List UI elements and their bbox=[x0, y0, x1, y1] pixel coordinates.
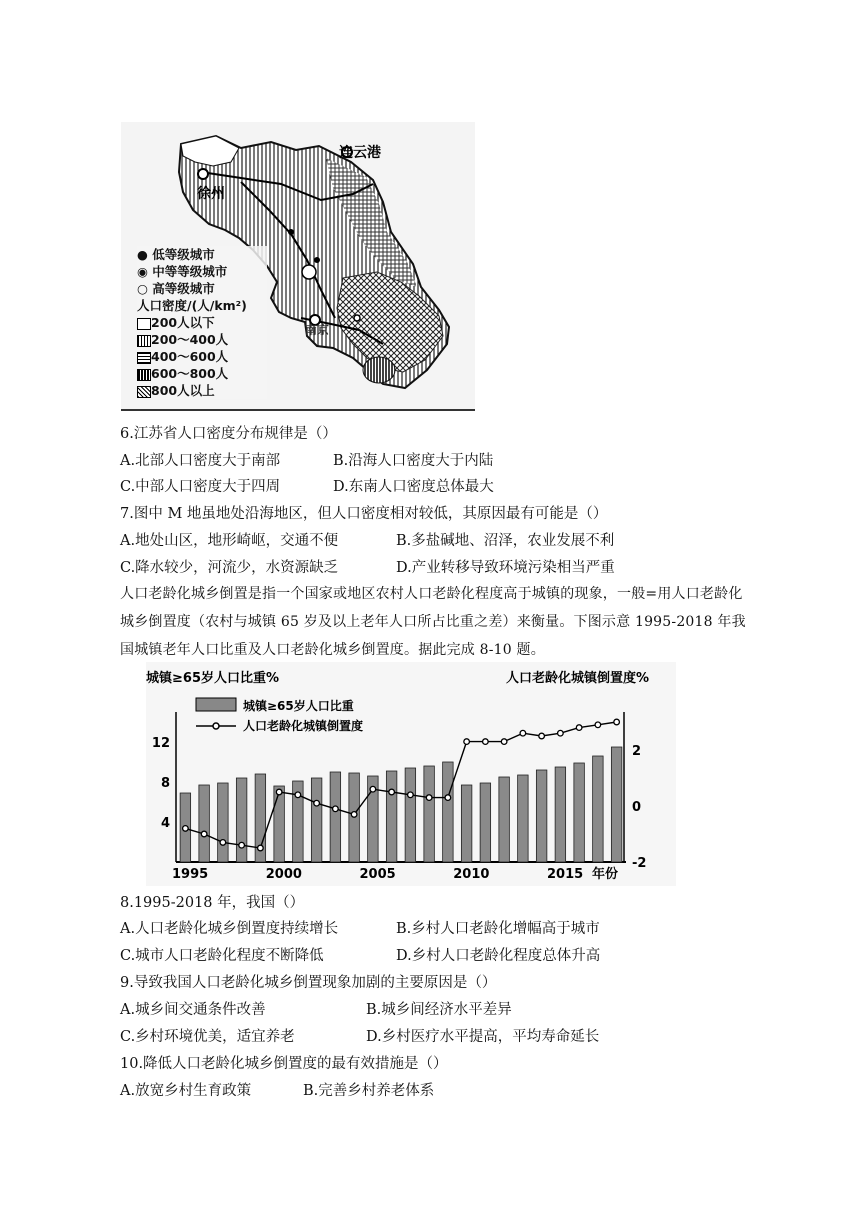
line-point-1999 bbox=[258, 845, 264, 851]
bar-2011 bbox=[480, 783, 491, 862]
q10-option-b: B.完善乡村养老体系 bbox=[303, 1083, 435, 1099]
legend-low-city: ● 低等级城市 bbox=[137, 247, 215, 262]
q8-option-a: A.人口老龄化城乡倒置度持续增长 bbox=[120, 921, 339, 937]
q9-option-b: B.城乡间经济水平差异 bbox=[366, 1002, 512, 1018]
jiangsu-population-density-map bbox=[121, 122, 475, 411]
q10-stem: 10.降低人口老龄化城乡倒置度的最有效措施是（） bbox=[120, 1056, 448, 1072]
line-point-2007 bbox=[408, 792, 414, 798]
line-point-2004 bbox=[351, 812, 357, 818]
bar-2012 bbox=[499, 777, 510, 862]
left-tick-label: 4 bbox=[160, 816, 170, 831]
bar-2007 bbox=[405, 768, 416, 862]
legend-high-city: ○ 高等级城市 bbox=[137, 281, 215, 296]
bar-2003 bbox=[330, 772, 341, 862]
swatch-grid bbox=[137, 386, 151, 398]
map-legend bbox=[137, 246, 267, 399]
bar-1998 bbox=[236, 778, 247, 862]
right-axis-title: 人口老龄化城镇倒置度% bbox=[506, 671, 650, 686]
line-point-1996 bbox=[201, 831, 207, 837]
q8-option-d: D.乡村人口老龄化程度总体升高 bbox=[396, 948, 601, 964]
line-point-2006 bbox=[389, 789, 395, 795]
line-point-1998 bbox=[239, 842, 245, 848]
bar-2009 bbox=[443, 762, 454, 862]
bar-2013 bbox=[518, 775, 529, 862]
q8-option-c: C.城市人口老龄化程度不断降低 bbox=[120, 948, 324, 964]
line-series bbox=[185, 722, 616, 848]
line-point-1997 bbox=[220, 840, 226, 846]
line-point-2005 bbox=[370, 786, 376, 792]
intro-paragraph: 人口老龄化城乡倒置是指一个国家或地区农村人口老龄化程度高于城镇的现象，一般=用人口老龄化城乡倒置度（农村与城镇 65 岁及以上老年人口所占比重之差）来衡量。下图示意 1995-2018 年我国城镇老年人口比重及人口老龄化城乡倒置度。据此完成 8-10 题。 bbox=[120, 586, 746, 658]
legend-density-title: 人口密度/(人/km²) bbox=[137, 298, 247, 313]
line-point-2013 bbox=[520, 730, 526, 736]
swatch-hlines bbox=[137, 352, 151, 364]
bar-1997 bbox=[218, 783, 229, 862]
aging-chart bbox=[146, 662, 676, 886]
x-tick-label: 2015 bbox=[547, 867, 584, 882]
line-point-2015 bbox=[558, 730, 564, 736]
line-point-1995 bbox=[183, 826, 189, 832]
q6-option-c: C.中部人口密度大于四周 bbox=[120, 479, 281, 495]
line-point-2008 bbox=[426, 795, 432, 801]
x-tick-label: 2010 bbox=[453, 867, 490, 882]
x-tick-label: 2000 bbox=[265, 867, 302, 882]
q8-stem: 8.1995-2018 年，我国（） bbox=[120, 895, 305, 911]
circle-icon: ○ bbox=[137, 281, 148, 296]
line-point-2001 bbox=[295, 792, 301, 798]
q9-option-d: D.乡村医疗水平提高，平均寿命延长 bbox=[366, 1029, 600, 1045]
label-nanjing: 南京 bbox=[305, 323, 330, 337]
left-axis-title: 城镇≥65岁人口比重% bbox=[146, 671, 280, 686]
legend-d3: 400～600人 bbox=[137, 348, 267, 365]
q6-option-a: A.北部人口密度大于南部 bbox=[120, 453, 281, 469]
q6-option-d: D.东南人口密度总体最大 bbox=[333, 479, 494, 495]
q10-option-a: A.放宽乡村生育政策 bbox=[120, 1083, 252, 1099]
chart-bars bbox=[180, 747, 622, 862]
bar-2014 bbox=[536, 770, 547, 862]
bar-2006 bbox=[386, 771, 397, 862]
legend-bar-label: 城镇≥65岁人口比重 bbox=[243, 699, 354, 713]
ring-dot-icon: ◉ bbox=[137, 264, 148, 279]
legend-d1: 200人以下 bbox=[137, 314, 267, 331]
small-dot-icon: ● bbox=[137, 247, 148, 262]
q9-stem: 9.导致我国人口老龄化城乡倒置现象加剧的主要原因是（） bbox=[120, 975, 497, 991]
left-tick-label: 12 bbox=[151, 736, 170, 751]
line-point-2003 bbox=[333, 806, 339, 812]
q7-stem: 7.图中 M 地虽地处沿海地区，但人口密度相对较低，其原因最有可能是（） bbox=[120, 506, 608, 522]
bar-1996 bbox=[199, 785, 210, 862]
swatch-white bbox=[137, 318, 151, 330]
legend-d5: 800人以上 bbox=[137, 382, 267, 399]
bar-2008 bbox=[424, 766, 435, 862]
q7-option-a: A.地处山区，地形崎岖，交通不便 bbox=[120, 533, 339, 549]
line-point-2018 bbox=[614, 719, 620, 725]
chart-line bbox=[183, 719, 620, 851]
swatch-vlines bbox=[137, 335, 151, 347]
q9-option-c: C.乡村环境优美，适宜养老 bbox=[120, 1029, 295, 1045]
line-point-2009 bbox=[445, 795, 451, 801]
label-lianyungang: 连云港 bbox=[339, 145, 381, 161]
chart-svg bbox=[146, 662, 676, 886]
x-axis-unit-label: 年份 bbox=[592, 867, 619, 882]
bar-2000 bbox=[274, 786, 285, 862]
q9-option-a: A.城乡间交通条件改善 bbox=[120, 1002, 266, 1018]
q8-option-b: B.乡村人口老龄化增幅高于城市 bbox=[396, 921, 600, 937]
chart-legend bbox=[196, 698, 363, 733]
line-point-2017 bbox=[595, 722, 601, 728]
bar-2016 bbox=[574, 763, 585, 862]
line-point-2016 bbox=[576, 725, 582, 731]
legend-d4: 600～800人 bbox=[137, 365, 267, 382]
q7-option-b: B.多盐碱地、沼泽，农业发展不利 bbox=[396, 533, 615, 549]
line-point-2010 bbox=[464, 739, 470, 745]
line-point-2014 bbox=[539, 733, 545, 739]
xuzhou-marker bbox=[198, 169, 208, 179]
q7-option-c: C.降水较少，河流少，水资源缺乏 bbox=[120, 560, 339, 576]
line-point-2012 bbox=[501, 739, 507, 745]
q7-option-d: D.产业转移导致环境污染相当严重 bbox=[396, 560, 615, 576]
swatch-dense bbox=[137, 369, 151, 381]
legend-bar-swatch bbox=[196, 698, 236, 711]
x-tick-label: 2005 bbox=[359, 867, 396, 882]
left-tick-label: 8 bbox=[160, 776, 170, 791]
legend-mid-city: ◉ 中等等级城市 bbox=[137, 264, 228, 279]
legend-d2: 200～400人 bbox=[137, 331, 267, 348]
line-point-2002 bbox=[314, 800, 320, 806]
x-tick-label: 1995 bbox=[172, 867, 209, 882]
bar-2015 bbox=[555, 767, 566, 862]
right-tick-label: 0 bbox=[632, 800, 642, 815]
right-tick-label: -2 bbox=[632, 856, 647, 871]
bar-2010 bbox=[461, 785, 472, 862]
bar-2017 bbox=[593, 756, 604, 862]
legend-line-label: 人口老龄化城镇倒置度 bbox=[243, 719, 364, 733]
line-point-2000 bbox=[276, 789, 282, 795]
right-tick-label: 2 bbox=[632, 744, 642, 759]
label-xuzhou: 徐州 bbox=[197, 186, 225, 202]
line-point-2011 bbox=[483, 739, 489, 745]
bar-2018 bbox=[611, 747, 622, 862]
q6-stem: 6.江苏省人口密度分布规律是（） bbox=[120, 426, 337, 442]
bar-2002 bbox=[311, 778, 322, 862]
q6-option-b: B.沿海人口密度大于内陆 bbox=[333, 453, 494, 469]
